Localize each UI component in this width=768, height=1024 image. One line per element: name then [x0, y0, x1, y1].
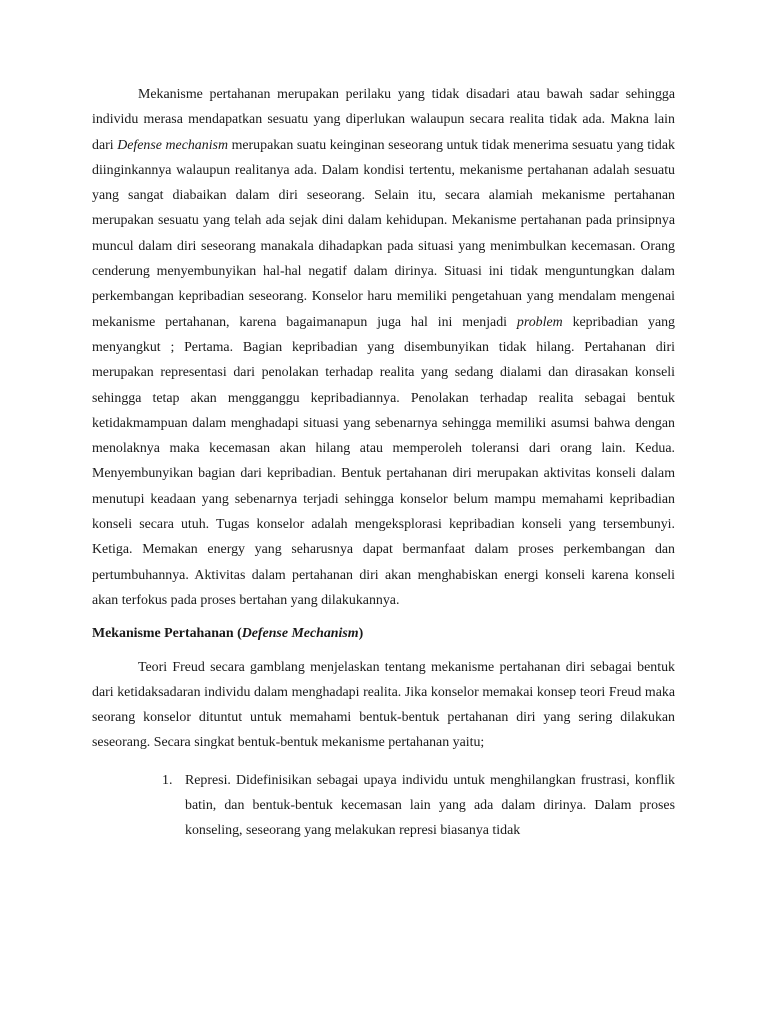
document-page — [92, 82, 675, 844]
intro-text-part2: merupakan suatu keinginan seseorang untuk tidak menerima sesuatu yang tidak diinginkannya walaupun realitanya ada. Dalam kondisi tertentu, mekanisme pertahanan adalah sesuatu yang sangat diabaikan dalam diri seseorang. Selain itu, secara alamiah mekanisme pertahanan merupakan sesuatu yang telah ada sejak dini dalam kehidupan. Mekanisme pertahanan pada prinsipnya muncul dalam diri seseorang manakala dihadapkan pada situasi yang menimbulkan kecemasan. Orang cenderung menyembunyikan hal-hal negatif dalam dirinya. Situasi ini tidak menguntungkan dalam perkembangan kepribadian seseorang. Konselor haru memiliki pengetahuan yang mendalam mengenai mekanisme pertahanan, karena bagaimanapun juga hal ini menjadi — [92, 137, 675, 330]
intro-text-part3: kepribadian yang menyangkut ; Pertama. Bagian kepribadian yang disembunyikan tidak hilang. Pertahanan diri merupakan representasi dari penolakan terhadap realita yang sedang dialami dan dirasakan konseli sehingga tetap akan mengganggu kepribadiannya. Penolakan terhadap realita sebagai bentuk ketidakmampuan dalam menghadapi situasi yang sebenarnya sehingga memiliki asumsi bahwa dengan menolaknya maka kecemasan akan hilang atau memperoleh toleransi dari orang lain. Kedua. Menyembunyikan bagian dari kepribadian. Bentuk pertahanan diri merupakan aktivitas konseli dalam menutupi keadaan yang sebenarnya terjadi sehingga konselor belum mampu memahami kepribadian konseli secara utuh. Tugas konselor adalah mengeksplorasi kepribadian konseli yang tersembunyi. Ketiga. Memakan energy yang seharusnya dapat bermanfaat dalam proses perkembangan dan pertumbuhannya. Aktivitas dalam pertahanan diri akan menghabiskan energi konseli karena konseli akan terfokus pada proses bertahan yang dilakukannya. — [92, 314, 676, 608]
section-heading — [92, 621, 675, 646]
list-item-text: Represi. Didefinisikan sebagai upaya individu untuk menghilangkan frustrasi, konflik batin, dan bentuk-bentuk kecemasan lain yang ada dalam dirinya. Dalam proses konseling, seseorang yang melakukan represi biasanya tidak — [185, 772, 675, 839]
list-number: 1. — [162, 772, 173, 788]
intro-italic-problem: problem — [516, 314, 563, 330]
freud-paragraph: Teori Freud secara gamblang menjelaskan tentang mekanisme pertahanan diri sebagai bentuk dari ketidaksadaran individu dalam menghadapi realita. Jika konselor memakai konsep teori Freud maka seorang konselor dituntut untuk memahami bentuk-bentuk pertahanan diri yang sering dilakukan seseorang. Secara singkat bentuk-bentuk mekanisme pertahanan yaitu; — [92, 659, 675, 751]
intro-italic-term: Defense mechanism — [117, 137, 228, 153]
intro-paragraph — [92, 82, 675, 613]
intro-text-part1: Mekanisme pertahanan merupakan perilaku yang tidak disadari atau bawah sadar sehingga individu merasa mendapatkan sesuatu yang diperlukan walaupun secara realita tidak ada. Makna lain dari — [92, 87, 675, 153]
list-item — [92, 768, 675, 844]
heading-prefix: Mekanisme Pertahanan ( — [92, 626, 242, 642]
defense-mechanism-list — [92, 768, 675, 844]
heading-suffix: ) — [358, 626, 364, 642]
heading-italic: Defense Mechanism — [241, 626, 359, 642]
